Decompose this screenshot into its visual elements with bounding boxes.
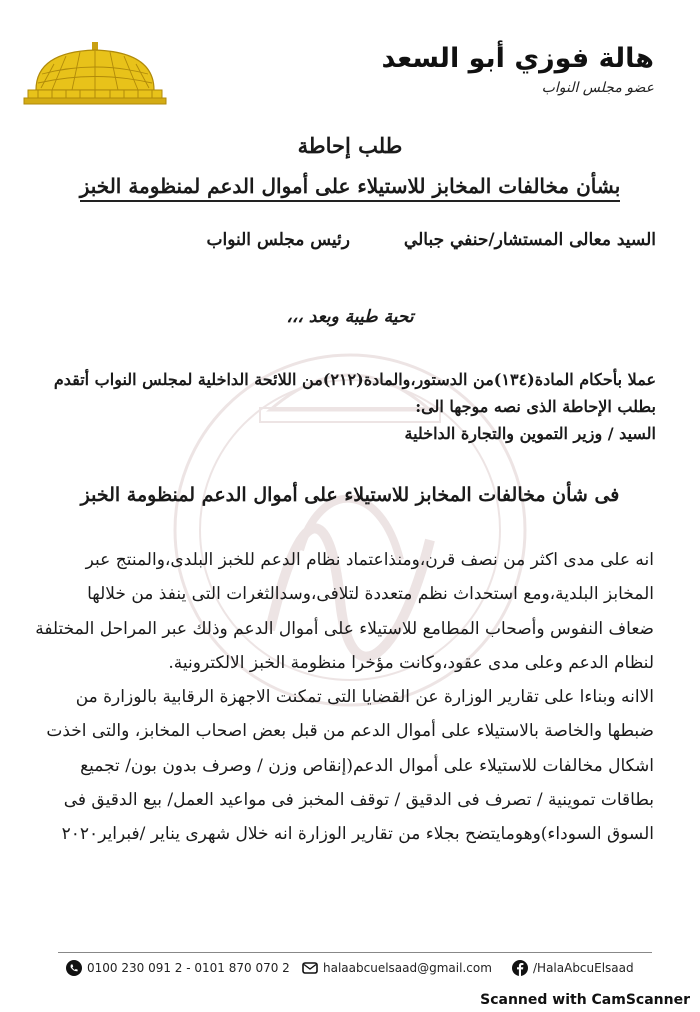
body-line: ضعاف النفوس وأصحاب المطامع للاستيلاء على أموال الدعم وذلك عبر المراحل المختلفة bbox=[35, 618, 654, 639]
facebook-icon bbox=[512, 960, 528, 976]
addressee-line bbox=[36, 230, 656, 250]
subject-title-text: بشأن مخالفات المخابز للاستيلاء على أموال الدعم لمنظومة الخبز bbox=[80, 174, 621, 202]
body-line: المخابز البلدية،ومع استحداث نظم متعددة لتلافى،وسدالثغرات التى ينفذ من خلالها bbox=[87, 584, 654, 605]
footer-divider bbox=[58, 952, 652, 953]
body-line: ضبطها والخاصة بالاستيلاء على أموال الدعم من قبل بعض اصحاب المخابز، والتى اخذت bbox=[46, 721, 654, 742]
body-paragraph bbox=[35, 543, 654, 852]
subject-heading: فى شأن مخالفات المخابز للاستيلاء على أموال الدعم لمنظومة الخبز bbox=[80, 484, 620, 506]
addressee-recipient: السيد معالى المستشار/حنفي جبالي bbox=[403, 230, 656, 250]
email-icon bbox=[302, 960, 318, 976]
body-line: اشكال مخالفات للاستيلاء على أموال الدعم(إنقاص وزن / وصرف بدون بون/ تجميع bbox=[80, 755, 654, 776]
greeting: تحية طيبة وبعد ،،، bbox=[286, 307, 414, 327]
footer-email[interactable] bbox=[302, 960, 492, 976]
addressee-position: رئيس مجلس النواب bbox=[206, 230, 350, 250]
footer-facebook[interactable] bbox=[512, 960, 634, 976]
member-title: عضو مجلس النواب bbox=[541, 80, 654, 96]
footer-contacts bbox=[58, 960, 652, 982]
body-line: بطاقات تموينية / تصرف فى الدقيق / توقف المخبز فى مواعيد العمل/ بيع الدقيق فى bbox=[63, 790, 654, 811]
body-line: لنظام الدعم وعلى مدى عقود،وكانت مؤخرا منظومة الخبز الالكترونية. bbox=[168, 652, 654, 673]
facebook-handle: /HalaAbcuElsaad bbox=[533, 961, 634, 975]
intro-line: بطلب الإحاطة الذى نصه موجها الى: bbox=[415, 397, 656, 416]
parliament-dome-logo-icon bbox=[22, 42, 168, 108]
footer-phone bbox=[66, 960, 290, 976]
intro-line: عملا بأحكام المادة(١٣٤)من الدستور،والمادة(٢١٢)من اللائحة الداخلية لمجلس النواب أتقدم bbox=[53, 370, 656, 389]
letterhead bbox=[382, 44, 655, 98]
intro-paragraph bbox=[44, 366, 656, 447]
email-address: halaabcuelsaad@gmail.com bbox=[323, 961, 492, 975]
body-line: السوق السوداء)وهومايتضح بجلاء من تقارير الوزارة انه خلال شهرى يناير /فبراير٢٠٢٠ bbox=[61, 824, 654, 845]
phone-numbers: 0100 230 091 2 - 0101 870 070 2 bbox=[87, 961, 290, 975]
body-line: الاانه وبناءا على تقارير الوزارة عن القضايا التى تمكنت الاجهزة الرقابية بالوزارة من bbox=[75, 687, 654, 708]
intro-line: السيد / وزير التموين والتجارة الداخلية bbox=[404, 424, 656, 443]
member-name: هالة فوزي أبو السعد bbox=[381, 43, 654, 74]
body-line: انه على مدى اكثر من نصف قرن،ومنذاعتماد نظام الدعم للخبز البلدى،والمنتج عبر bbox=[85, 550, 654, 570]
scanner-watermark: Scanned with CamScanner bbox=[480, 992, 690, 1008]
phone-icon bbox=[66, 960, 82, 976]
subject-title bbox=[0, 174, 700, 198]
request-title: طلب إحاطة bbox=[297, 133, 403, 158]
